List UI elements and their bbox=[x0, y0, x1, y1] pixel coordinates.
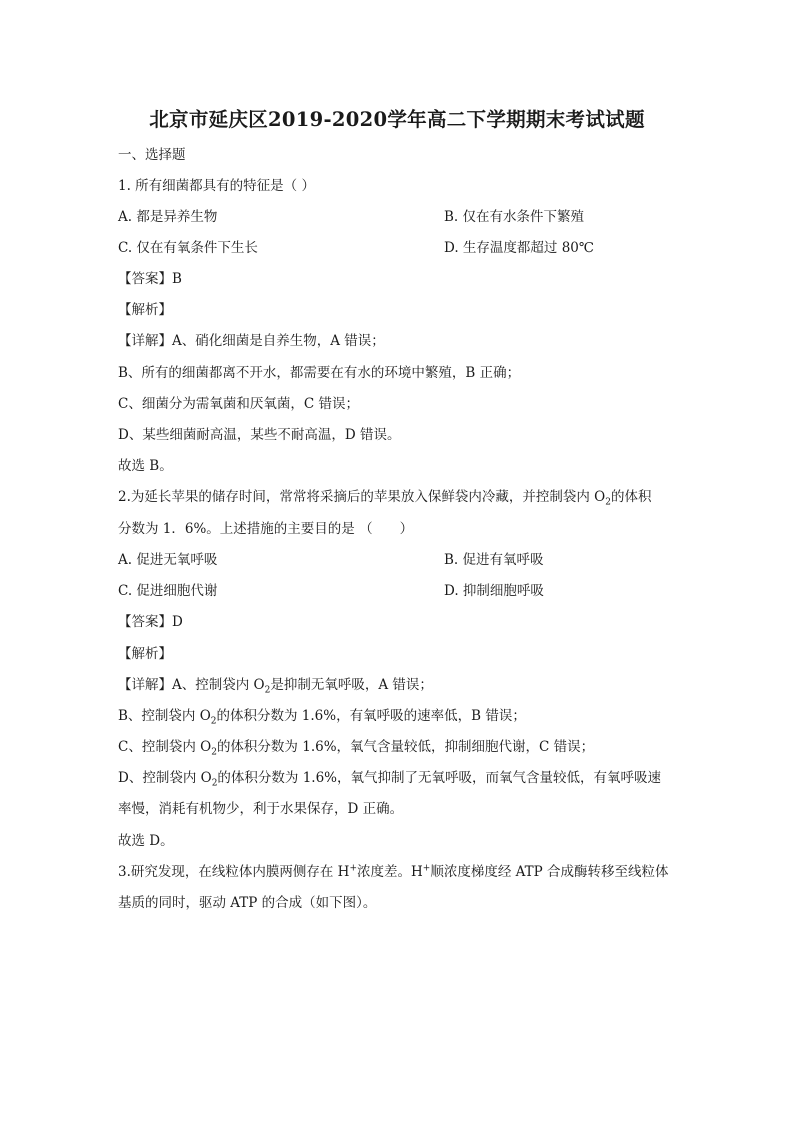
q1-conclusion: 故选 B。 bbox=[118, 458, 173, 474]
section-heading: 一、选择题 bbox=[118, 147, 186, 163]
q1-detail-3: C、细菌分为需氧菌和厌氧菌，C 错误； bbox=[118, 396, 359, 412]
q1-option-d: D. 生存温度都超过 80℃ bbox=[444, 240, 594, 256]
q2-detail-1: 【详解】A、控制袋内 $O_2$是抑制无氧呼吸，A 错误； bbox=[118, 677, 433, 696]
q2-option-a: A. 促进无氧呼吸 bbox=[118, 552, 218, 568]
q1-answer: 【答案】B bbox=[118, 271, 182, 287]
q1-stem: 1. 所有细菌都具有的特征是（ ） bbox=[118, 178, 315, 194]
q1-analysis-label: 【解析】 bbox=[118, 302, 172, 318]
q1-detail-4: D、某些细菌耐高温，某些不耐高温，D 错误。 bbox=[118, 427, 401, 443]
q1-option-c: C. 仅在有氧条件下生长 bbox=[118, 240, 258, 256]
q1-detail-1: 【详解】A、硝化细菌是自养生物，A 错误； bbox=[118, 333, 385, 349]
q2-analysis-label: 【解析】 bbox=[118, 646, 172, 662]
q2-conclusion: 故选 D。 bbox=[118, 833, 174, 849]
q2-detail-2: B、控制袋内 $O_2$的体积分数为 1.6%，有氧呼吸的速率低，B 错误； bbox=[118, 708, 526, 727]
q1-option-a: A. 都是异养生物 bbox=[118, 209, 218, 225]
q2-option-c: C. 促进细胞代谢 bbox=[118, 583, 218, 599]
q3-stem-line-1: 3.研究发现，在线粒体内膜两侧存在 H+浓度差。H+顺浓度梯度经 ATP 合成酶转移至线粒体 bbox=[118, 863, 669, 880]
q2-stem-line-2: 分数为 1．6%。上述措施的主要目的是 （ ） bbox=[118, 521, 414, 537]
q1-option-b: B. 仅在有水条件下繁殖 bbox=[444, 209, 585, 225]
q2-option-d: D. 抑制细胞呼吸 bbox=[444, 583, 544, 599]
q2-detail-3: C、控制袋内 $O_2$的体积分数为 1.6%，氧气含量较低，抑制细胞代谢，C 错误； bbox=[118, 739, 595, 758]
page-title: 北京市延庆区2019-2020学年高二下学期期末考试试题 bbox=[149, 108, 645, 131]
q1-detail-2: B、所有的细菌都离不开水，都需要在有水的环境中繁殖，B 正确； bbox=[118, 365, 521, 381]
q2-detail-4: D、控制袋内 $O_2$的体积分数为 1.6%，氧气抑制了无氧呼吸，而氧气含量较低，有氧呼吸速 bbox=[118, 770, 662, 789]
q2-detail-5: 率慢，消耗有机物少，利于水果保存，D 正确。 bbox=[118, 801, 404, 817]
q2-answer: 【答案】D bbox=[118, 614, 183, 630]
q3-stem-line-2: 基质的同时，驱动 ATP 的合成（如下图）。 bbox=[118, 895, 377, 911]
q2-option-b: B. 促进有氧呼吸 bbox=[444, 552, 544, 568]
q2-stem-line-1: 2.为延长苹果的储存时间，常常将采摘后的苹果放入保鲜袋内冷藏，并控制袋内 $O_2$的体积 bbox=[118, 489, 652, 508]
